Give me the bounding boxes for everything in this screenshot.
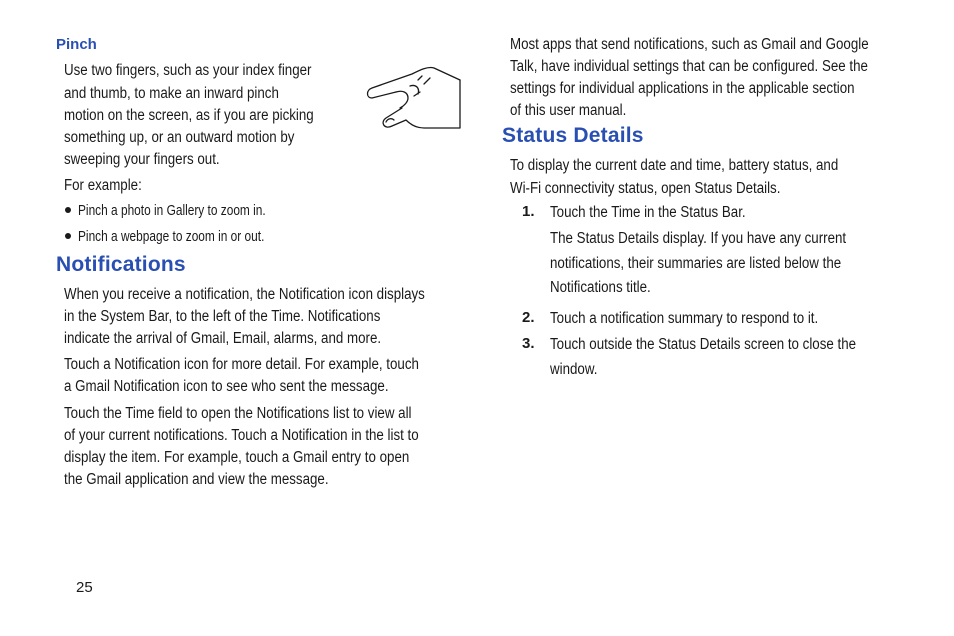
step-number-1: 1. (522, 203, 535, 220)
bullet-item-1: Pinch a photo in Gallery to zoom in. (78, 203, 266, 219)
step-1-detail-line-3: Notifications title. (550, 279, 651, 296)
notifications-heading: Notifications (56, 253, 186, 276)
intro-line-2: Talk, have individual settings that can be configured. See the (510, 58, 868, 75)
status-details-heading: Status Details (502, 124, 644, 147)
intro-line-3: settings for individual applications in the applicable section (510, 80, 855, 97)
notifications-p3-line-4: the Gmail application and view the message. (64, 471, 329, 488)
step-3-text-line-1: Touch outside the Status Details screen to close the (550, 336, 857, 353)
step-1-text: Touch the Time in the Status Bar. (550, 204, 746, 221)
step-3-text-line-2: window. (550, 361, 598, 378)
pinch-line-3: motion on the screen, as if you are picking (64, 107, 314, 124)
pinch-gesture-icon (362, 66, 462, 132)
pinch-line-5: sweeping your fingers out. (64, 151, 220, 168)
notifications-p2-line-2: a Gmail Notification icon to see who sent the message. (64, 378, 389, 395)
pinch-line-1: Use two fingers, such as your index finger (64, 62, 312, 79)
notifications-p1-line-3: indicate the arrival of Gmail, Email, alarms, and more. (64, 330, 382, 347)
notifications-p3-line-3: display the item. For example, touch a Gmail entry to open (64, 449, 410, 466)
bullet-item-2: Pinch a webpage to zoom in or out. (78, 229, 265, 245)
status-intro-line-1: To display the current date and time, battery status, and (510, 157, 839, 174)
notifications-p2-line-1: Touch a Notification icon for more detail. For example, touch (64, 356, 419, 373)
step-1-detail-line-2: notifications, their summaries are listed below the (550, 255, 842, 272)
notifications-p3-line-1: Touch the Time field to open the Notifications list to view all (64, 405, 412, 422)
notifications-p3-line-2: of your current notifications. Touch a Notification in the list to (64, 427, 419, 444)
pinch-line-4: something up, or an outward motion by (64, 129, 295, 146)
pinch-heading: Pinch (56, 36, 97, 53)
step-1-detail-line-1: The Status Details display. If you have any current (550, 230, 847, 247)
step-number-2: 2. (522, 309, 535, 326)
status-intro-line-2: Wi-Fi connectivity status, open Status Details. (510, 180, 781, 197)
intro-line-1: Most apps that send notifications, such as Gmail and Google (510, 36, 869, 53)
intro-line-4: of this user manual. (510, 102, 627, 119)
bullet-dot (65, 207, 71, 213)
pinch-line-2: and thumb, to make an inward pinch (64, 85, 279, 102)
page-number: 25 (76, 579, 93, 596)
notifications-p1-line-1: When you receive a notification, the Notification icon displays (64, 286, 425, 303)
example-label: For example: (64, 177, 142, 194)
bullet-dot (65, 233, 71, 239)
notifications-p1-line-2: in the System Bar, to the left of the Time. Notifications (64, 308, 381, 325)
step-2-text: Touch a notification summary to respond to it. (550, 310, 819, 327)
step-number-3: 3. (522, 335, 535, 352)
